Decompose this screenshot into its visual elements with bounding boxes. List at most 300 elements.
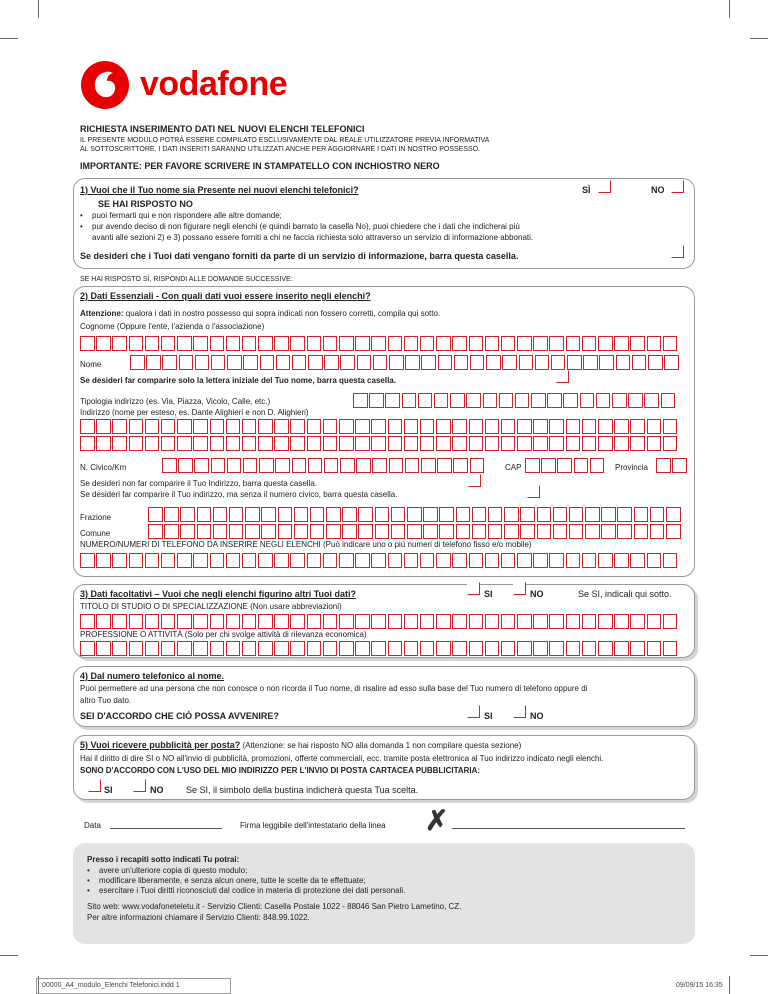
char-cell[interactable] xyxy=(535,355,550,370)
char-cell[interactable] xyxy=(164,524,179,539)
char-cell[interactable] xyxy=(501,436,516,451)
char-cell[interactable] xyxy=(582,641,597,656)
char-cell[interactable] xyxy=(96,436,111,451)
char-cell[interactable] xyxy=(193,419,208,434)
char-cell[interactable] xyxy=(290,336,305,351)
char-cell[interactable] xyxy=(339,336,354,351)
frazione-grid[interactable] xyxy=(148,507,682,522)
char-cell[interactable] xyxy=(323,436,338,451)
char-cell[interactable] xyxy=(501,641,516,656)
char-cell[interactable] xyxy=(162,355,177,370)
char-cell[interactable] xyxy=(666,507,681,522)
char-cell[interactable] xyxy=(129,641,144,656)
char-cell[interactable] xyxy=(566,419,581,434)
char-cell[interactable] xyxy=(404,641,419,656)
char-cell[interactable] xyxy=(551,355,566,370)
char-cell[interactable] xyxy=(227,355,242,370)
char-cell[interactable] xyxy=(488,524,503,539)
char-cell[interactable] xyxy=(145,436,160,451)
char-cell[interactable] xyxy=(541,458,556,473)
char-cell[interactable] xyxy=(634,524,649,539)
char-cell[interactable] xyxy=(339,614,354,629)
char-cell[interactable] xyxy=(213,524,228,539)
char-cell[interactable] xyxy=(436,336,451,351)
char-cell[interactable] xyxy=(634,507,649,522)
char-cell[interactable] xyxy=(193,336,208,351)
char-cell[interactable] xyxy=(630,436,645,451)
char-cell[interactable] xyxy=(193,614,208,629)
char-cell[interactable] xyxy=(355,614,370,629)
char-cell[interactable] xyxy=(180,507,195,522)
char-cell[interactable] xyxy=(180,524,195,539)
char-cell[interactable] xyxy=(664,355,679,370)
q3-yes-checkbox[interactable] xyxy=(467,582,480,595)
char-cell[interactable] xyxy=(308,355,323,370)
profession-grid[interactable] xyxy=(80,641,679,656)
char-cell[interactable] xyxy=(517,553,532,568)
char-cell[interactable] xyxy=(355,436,370,451)
char-cell[interactable] xyxy=(371,419,386,434)
char-cell[interactable] xyxy=(663,436,678,451)
char-cell[interactable] xyxy=(96,641,111,656)
q4-no-checkbox[interactable] xyxy=(513,705,526,718)
char-cell[interactable] xyxy=(112,436,127,451)
char-cell[interactable] xyxy=(436,553,451,568)
char-cell[interactable] xyxy=(601,524,616,539)
char-cell[interactable] xyxy=(452,336,467,351)
char-cell[interactable] xyxy=(452,436,467,451)
char-cell[interactable] xyxy=(357,355,372,370)
char-cell[interactable] xyxy=(569,524,584,539)
char-cell[interactable] xyxy=(375,507,390,522)
char-cell[interactable] xyxy=(112,641,127,656)
char-cell[interactable] xyxy=(226,641,241,656)
char-cell[interactable] xyxy=(177,336,192,351)
char-cell[interactable] xyxy=(371,614,386,629)
char-cell[interactable] xyxy=(389,458,404,473)
char-cell[interactable] xyxy=(420,436,435,451)
char-cell[interactable] xyxy=(310,524,325,539)
name-grid[interactable] xyxy=(130,355,680,370)
char-cell[interactable] xyxy=(517,436,532,451)
char-cell[interactable] xyxy=(598,641,613,656)
char-cell[interactable] xyxy=(614,553,629,568)
q5-no-checkbox[interactable] xyxy=(133,779,146,792)
char-cell[interactable] xyxy=(339,553,354,568)
char-cell[interactable] xyxy=(308,458,323,473)
hide-address-checkbox[interactable] xyxy=(468,474,481,487)
q3-no-checkbox[interactable] xyxy=(513,582,526,595)
date-line[interactable] xyxy=(110,828,222,829)
char-cell[interactable] xyxy=(661,393,676,408)
char-cell[interactable] xyxy=(436,419,451,434)
char-cell[interactable] xyxy=(650,507,665,522)
comune-grid[interactable] xyxy=(148,524,682,539)
char-cell[interactable] xyxy=(580,393,595,408)
char-cell[interactable] xyxy=(439,507,454,522)
char-cell[interactable] xyxy=(161,614,176,629)
char-cell[interactable] xyxy=(452,641,467,656)
char-cell[interactable] xyxy=(245,524,260,539)
char-cell[interactable] xyxy=(145,641,160,656)
char-cell[interactable] xyxy=(549,436,564,451)
char-cell[interactable] xyxy=(630,419,645,434)
char-cell[interactable] xyxy=(245,507,260,522)
char-cell[interactable] xyxy=(549,641,564,656)
char-cell[interactable] xyxy=(371,553,386,568)
char-cell[interactable] xyxy=(161,436,176,451)
char-cell[interactable] xyxy=(307,553,322,568)
char-cell[interactable] xyxy=(650,524,665,539)
char-cell[interactable] xyxy=(292,355,307,370)
char-cell[interactable] xyxy=(404,614,419,629)
char-cell[interactable] xyxy=(355,641,370,656)
char-cell[interactable] xyxy=(470,355,485,370)
initial-only-checkbox[interactable] xyxy=(556,370,569,383)
address-grid-1[interactable] xyxy=(80,419,679,434)
char-cell[interactable] xyxy=(307,436,322,451)
char-cell[interactable] xyxy=(563,393,578,408)
char-cell[interactable] xyxy=(388,641,403,656)
char-cell[interactable] xyxy=(258,641,273,656)
char-cell[interactable] xyxy=(485,553,500,568)
char-cell[interactable] xyxy=(553,524,568,539)
char-cell[interactable] xyxy=(369,393,384,408)
char-cell[interactable] xyxy=(210,641,225,656)
char-cell[interactable] xyxy=(274,553,289,568)
char-cell[interactable] xyxy=(342,507,357,522)
char-cell[interactable] xyxy=(485,419,500,434)
char-cell[interactable] xyxy=(614,419,629,434)
char-cell[interactable] xyxy=(452,553,467,568)
char-cell[interactable] xyxy=(598,553,613,568)
char-cell[interactable] xyxy=(598,614,613,629)
char-cell[interactable] xyxy=(501,419,516,434)
q4-yes-checkbox[interactable] xyxy=(467,705,480,718)
char-cell[interactable] xyxy=(488,507,503,522)
char-cell[interactable] xyxy=(375,524,390,539)
numbers-grid[interactable] xyxy=(80,553,679,568)
char-cell[interactable] xyxy=(574,458,589,473)
char-cell[interactable] xyxy=(421,355,436,370)
char-cell[interactable] xyxy=(391,507,406,522)
char-cell[interactable] xyxy=(519,355,534,370)
char-cell[interactable] xyxy=(567,355,582,370)
char-cell[interactable] xyxy=(418,393,433,408)
char-cell[interactable] xyxy=(307,336,322,351)
char-cell[interactable] xyxy=(388,336,403,351)
char-cell[interactable] xyxy=(647,336,662,351)
char-cell[interactable] xyxy=(112,336,127,351)
char-cell[interactable] xyxy=(177,614,192,629)
char-cell[interactable] xyxy=(80,614,95,629)
char-cell[interactable] xyxy=(278,524,293,539)
char-cell[interactable] xyxy=(644,393,659,408)
char-cell[interactable] xyxy=(195,355,210,370)
char-cell[interactable] xyxy=(404,436,419,451)
char-cell[interactable] xyxy=(663,614,678,629)
char-cell[interactable] xyxy=(388,553,403,568)
address-type-grid[interactable] xyxy=(353,393,677,408)
char-cell[interactable] xyxy=(420,614,435,629)
char-cell[interactable] xyxy=(582,614,597,629)
char-cell[interactable] xyxy=(274,641,289,656)
char-cell[interactable] xyxy=(391,524,406,539)
char-cell[interactable] xyxy=(307,614,322,629)
char-cell[interactable] xyxy=(197,524,212,539)
char-cell[interactable] xyxy=(294,524,309,539)
char-cell[interactable] xyxy=(388,436,403,451)
char-cell[interactable] xyxy=(404,553,419,568)
q5-yes-checkbox[interactable] xyxy=(88,779,101,792)
char-cell[interactable] xyxy=(614,436,629,451)
char-cell[interactable] xyxy=(614,614,629,629)
char-cell[interactable] xyxy=(242,419,257,434)
char-cell[interactable] xyxy=(533,614,548,629)
char-cell[interactable] xyxy=(129,419,144,434)
char-cell[interactable] xyxy=(632,355,647,370)
char-cell[interactable] xyxy=(193,436,208,451)
char-cell[interactable] xyxy=(566,553,581,568)
char-cell[interactable] xyxy=(226,436,241,451)
char-cell[interactable] xyxy=(436,436,451,451)
char-cell[interactable] xyxy=(96,614,111,629)
study-grid[interactable] xyxy=(80,614,679,629)
q1-no-checkbox[interactable] xyxy=(671,180,684,193)
char-cell[interactable] xyxy=(179,355,194,370)
char-cell[interactable] xyxy=(342,524,357,539)
char-cell[interactable] xyxy=(504,524,519,539)
char-cell[interactable] xyxy=(470,458,485,473)
char-cell[interactable] xyxy=(469,614,484,629)
char-cell[interactable] xyxy=(531,393,546,408)
char-cell[interactable] xyxy=(520,524,535,539)
char-cell[interactable] xyxy=(259,458,274,473)
char-cell[interactable] xyxy=(533,553,548,568)
char-cell[interactable] xyxy=(211,355,226,370)
char-cell[interactable] xyxy=(226,614,241,629)
char-cell[interactable] xyxy=(566,336,581,351)
char-cell[interactable] xyxy=(276,355,291,370)
char-cell[interactable] xyxy=(388,614,403,629)
char-cell[interactable] xyxy=(210,436,225,451)
char-cell[interactable] xyxy=(585,524,600,539)
char-cell[interactable] xyxy=(598,419,613,434)
char-cell[interactable] xyxy=(227,458,242,473)
char-cell[interactable] xyxy=(290,419,305,434)
char-cell[interactable] xyxy=(663,553,678,568)
char-cell[interactable] xyxy=(326,507,341,522)
char-cell[interactable] xyxy=(404,419,419,434)
char-cell[interactable] xyxy=(454,355,469,370)
hide-civic-checkbox[interactable] xyxy=(527,485,540,498)
char-cell[interactable] xyxy=(583,355,598,370)
char-cell[interactable] xyxy=(656,458,671,473)
char-cell[interactable] xyxy=(371,336,386,351)
char-cell[interactable] xyxy=(501,614,516,629)
cap-grid[interactable] xyxy=(525,458,606,473)
char-cell[interactable] xyxy=(358,524,373,539)
char-cell[interactable] xyxy=(647,553,662,568)
char-cell[interactable] xyxy=(630,336,645,351)
q1-yes-checkbox[interactable] xyxy=(598,180,611,193)
char-cell[interactable] xyxy=(229,524,244,539)
signature-line[interactable] xyxy=(452,828,685,829)
char-cell[interactable] xyxy=(356,458,371,473)
char-cell[interactable] xyxy=(453,458,468,473)
char-cell[interactable] xyxy=(229,507,244,522)
char-cell[interactable] xyxy=(260,355,275,370)
char-cell[interactable] xyxy=(371,641,386,656)
char-cell[interactable] xyxy=(112,553,127,568)
char-cell[interactable] xyxy=(211,458,226,473)
char-cell[interactable] xyxy=(630,553,645,568)
char-cell[interactable] xyxy=(355,336,370,351)
char-cell[interactable] xyxy=(340,355,355,370)
char-cell[interactable] xyxy=(226,419,241,434)
char-cell[interactable] xyxy=(130,355,145,370)
char-cell[interactable] xyxy=(193,553,208,568)
char-cell[interactable] xyxy=(421,458,436,473)
char-cell[interactable] xyxy=(617,524,632,539)
char-cell[interactable] xyxy=(485,614,500,629)
char-cell[interactable] xyxy=(549,336,564,351)
char-cell[interactable] xyxy=(566,436,581,451)
char-cell[interactable] xyxy=(404,336,419,351)
char-cell[interactable] xyxy=(96,336,111,351)
char-cell[interactable] xyxy=(598,336,613,351)
char-cell[interactable] xyxy=(226,553,241,568)
char-cell[interactable] xyxy=(517,614,532,629)
char-cell[interactable] xyxy=(307,419,322,434)
char-cell[interactable] xyxy=(423,507,438,522)
char-cell[interactable] xyxy=(616,355,631,370)
char-cell[interactable] xyxy=(339,641,354,656)
char-cell[interactable] xyxy=(402,393,417,408)
char-cell[interactable] xyxy=(80,641,95,656)
char-cell[interactable] xyxy=(566,614,581,629)
char-cell[interactable] xyxy=(672,458,687,473)
char-cell[interactable] xyxy=(274,614,289,629)
char-cell[interactable] xyxy=(469,336,484,351)
char-cell[interactable] xyxy=(80,553,95,568)
char-cell[interactable] xyxy=(582,336,597,351)
civic-grid[interactable] xyxy=(162,458,486,473)
char-cell[interactable] xyxy=(557,458,572,473)
char-cell[interactable] xyxy=(323,336,338,351)
char-cell[interactable] xyxy=(242,641,257,656)
char-cell[interactable] xyxy=(436,641,451,656)
char-cell[interactable] xyxy=(355,553,370,568)
char-cell[interactable] xyxy=(501,336,516,351)
char-cell[interactable] xyxy=(648,355,663,370)
char-cell[interactable] xyxy=(96,419,111,434)
char-cell[interactable] xyxy=(617,507,632,522)
char-cell[interactable] xyxy=(290,436,305,451)
char-cell[interactable] xyxy=(96,553,111,568)
char-cell[interactable] xyxy=(178,458,193,473)
char-cell[interactable] xyxy=(307,641,322,656)
char-cell[interactable] xyxy=(439,524,454,539)
char-cell[interactable] xyxy=(371,436,386,451)
char-cell[interactable] xyxy=(274,336,289,351)
char-cell[interactable] xyxy=(499,393,514,408)
char-cell[interactable] xyxy=(258,336,273,351)
char-cell[interactable] xyxy=(372,458,387,473)
char-cell[interactable] xyxy=(210,553,225,568)
char-cell[interactable] xyxy=(407,507,422,522)
char-cell[interactable] xyxy=(628,393,643,408)
char-cell[interactable] xyxy=(614,641,629,656)
q1-service-checkbox[interactable] xyxy=(671,245,684,258)
char-cell[interactable] xyxy=(533,436,548,451)
char-cell[interactable] xyxy=(450,393,465,408)
char-cell[interactable] xyxy=(405,458,420,473)
char-cell[interactable] xyxy=(630,614,645,629)
char-cell[interactable] xyxy=(358,507,373,522)
char-cell[interactable] xyxy=(145,553,160,568)
char-cell[interactable] xyxy=(438,355,453,370)
char-cell[interactable] xyxy=(469,641,484,656)
char-cell[interactable] xyxy=(420,336,435,351)
char-cell[interactable] xyxy=(533,641,548,656)
char-cell[interactable] xyxy=(193,641,208,656)
char-cell[interactable] xyxy=(547,393,562,408)
char-cell[interactable] xyxy=(194,458,209,473)
char-cell[interactable] xyxy=(210,419,225,434)
char-cell[interactable] xyxy=(226,336,241,351)
char-cell[interactable] xyxy=(599,355,614,370)
char-cell[interactable] xyxy=(601,507,616,522)
char-cell[interactable] xyxy=(537,524,552,539)
char-cell[interactable] xyxy=(553,507,568,522)
char-cell[interactable] xyxy=(242,614,257,629)
char-cell[interactable] xyxy=(436,614,451,629)
char-cell[interactable] xyxy=(162,458,177,473)
char-cell[interactable] xyxy=(323,553,338,568)
char-cell[interactable] xyxy=(612,393,627,408)
char-cell[interactable] xyxy=(339,436,354,451)
char-cell[interactable] xyxy=(242,553,257,568)
char-cell[interactable] xyxy=(197,507,212,522)
surname-grid-1[interactable] xyxy=(80,336,679,351)
char-cell[interactable] xyxy=(585,507,600,522)
char-cell[interactable] xyxy=(483,393,498,408)
char-cell[interactable] xyxy=(323,614,338,629)
char-cell[interactable] xyxy=(210,614,225,629)
char-cell[interactable] xyxy=(290,641,305,656)
char-cell[interactable] xyxy=(242,436,257,451)
char-cell[interactable] xyxy=(549,419,564,434)
char-cell[interactable] xyxy=(274,436,289,451)
char-cell[interactable] xyxy=(80,336,95,351)
char-cell[interactable] xyxy=(515,393,530,408)
char-cell[interactable] xyxy=(164,507,179,522)
char-cell[interactable] xyxy=(112,419,127,434)
char-cell[interactable] xyxy=(274,419,289,434)
char-cell[interactable] xyxy=(146,355,161,370)
char-cell[interactable] xyxy=(324,355,339,370)
char-cell[interactable] xyxy=(647,641,662,656)
char-cell[interactable] xyxy=(437,458,452,473)
char-cell[interactable] xyxy=(423,524,438,539)
char-cell[interactable] xyxy=(80,419,95,434)
char-cell[interactable] xyxy=(261,524,276,539)
char-cell[interactable] xyxy=(290,553,305,568)
char-cell[interactable] xyxy=(582,436,597,451)
char-cell[interactable] xyxy=(177,553,192,568)
char-cell[interactable] xyxy=(243,458,258,473)
